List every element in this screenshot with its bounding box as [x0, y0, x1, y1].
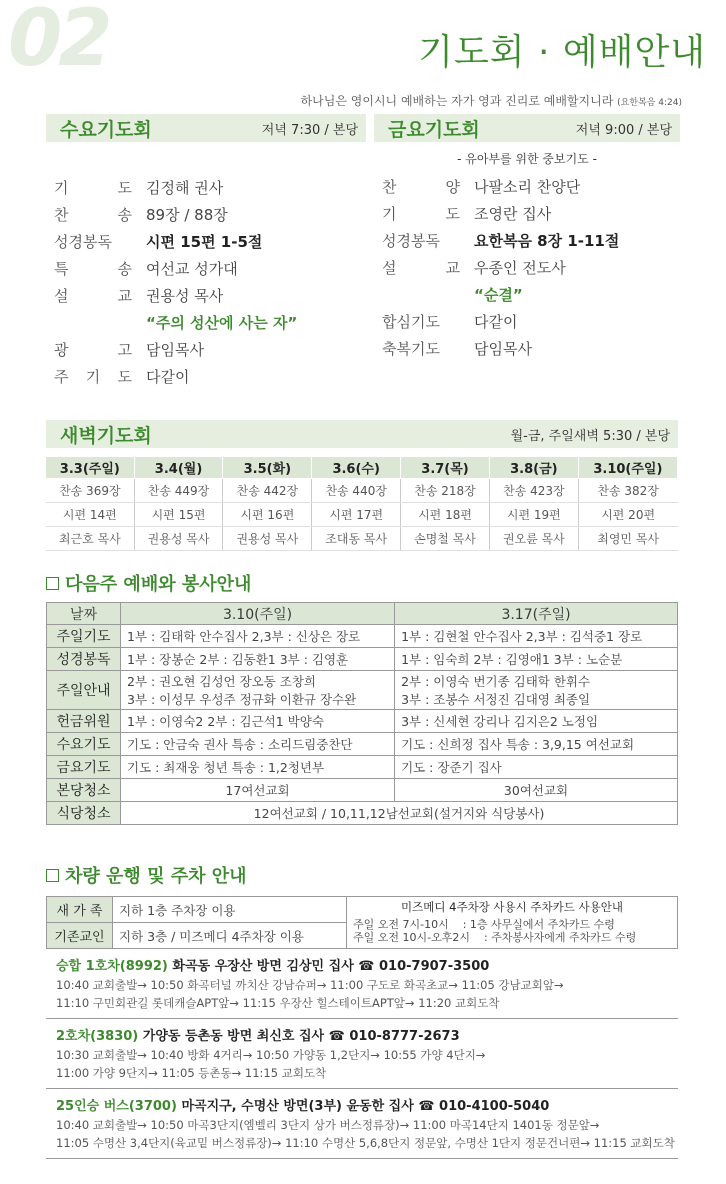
route-item — [46, 1089, 678, 1159]
dawn-hymn: 찬송 369장 — [46, 479, 134, 503]
row-label: 주일안내 — [47, 671, 121, 710]
cell-line: 2부 : 이영숙 번기종 김태학 한휘수 — [401, 674, 591, 689]
page-title: 기도회 · 예배안내 — [418, 32, 706, 73]
cell-line: 1부 : 장봉순 2부 : 김동환1 3부 : 김영훈 — [127, 652, 349, 667]
program-label — [382, 230, 460, 251]
program-label-char: 양 — [445, 178, 460, 196]
program-row — [54, 201, 366, 228]
program-label-char: 교 — [117, 287, 132, 305]
dawn-title: 새벽기도회 — [60, 424, 152, 447]
next-week-table — [46, 602, 678, 825]
friday-section — [374, 114, 680, 362]
program-row — [382, 173, 680, 200]
row-label: 본당청소 — [47, 779, 121, 802]
dawn-preacher: 권용성 목사 — [223, 527, 312, 551]
parking-card-line — [353, 918, 671, 931]
cell-week-1 — [121, 710, 395, 733]
route-stops: 11:00 가양 9단지→ 11:05 등촌동→ 11:15 교회도착 — [56, 1066, 327, 1080]
program-label-char: 합심기도 — [382, 313, 440, 331]
table-row — [47, 733, 678, 756]
program-value: 다같이 — [146, 368, 190, 386]
table-row — [46, 479, 678, 503]
dawn-preacher: 권용성 목사 — [134, 527, 223, 551]
parking-table — [46, 896, 678, 949]
program-label-char: 기 — [85, 368, 101, 386]
table-row — [47, 802, 678, 825]
dawn-psalm: 시편 16편 — [223, 503, 312, 527]
route-stops: 11:05 수명산 3,4단지(육교밑 버스정류장)→ 11:10 수명산 5,6,8단지 정문앞, 수명산 1단지 정문건너편→ 11:15 교회도착 — [56, 1136, 675, 1150]
table-row — [47, 671, 678, 710]
next-week-section — [46, 570, 678, 825]
cell-line: 1부 : 임숙희 2부 : 김영애1 3부 : 노순분 — [401, 652, 623, 667]
friday-time: 저녁 9:00 / 본당 — [575, 122, 672, 138]
transport-section — [46, 862, 678, 1159]
dawn-table — [46, 456, 678, 551]
friday-header — [374, 114, 680, 142]
parking-card-title: 미즈메디 4주차장 사용시 주차카드 사용안내 — [401, 900, 623, 914]
transport-heading — [46, 862, 678, 888]
program-label-char: 설 — [54, 287, 69, 305]
program-label-char: 도 — [117, 179, 132, 197]
program-row — [382, 254, 680, 281]
cell-week-1 — [121, 625, 395, 648]
row-label: 주일기도 — [47, 625, 121, 648]
route-title — [56, 955, 674, 974]
program-value: 우종인 전도사 — [474, 259, 566, 277]
program-row — [382, 335, 680, 362]
program-row — [54, 363, 366, 390]
parking-label-member: 기존교인 — [47, 923, 113, 949]
cell-line: 3부 : 신세현 강리나 김지은2 노정임 — [401, 714, 599, 729]
cell-week-2 — [395, 756, 678, 779]
program-row — [382, 227, 680, 254]
route-list — [46, 949, 678, 1159]
row-label: 헌금위원 — [47, 710, 121, 733]
route-direction: 화곡동 우장산 방면 김상민 집사 ☎ 010-7907-3500 — [167, 959, 490, 974]
parking-instruction: : 1층 사무실에서 주차카드 수령 — [462, 918, 615, 931]
program-label — [54, 366, 132, 387]
program-value: 조영란 집사 — [474, 205, 552, 223]
program-label — [54, 339, 132, 360]
program-value: 권용성 목사 — [146, 287, 224, 305]
parking-time: 주일 오전 10시-오후2시 — [353, 931, 470, 944]
table-row — [47, 710, 678, 733]
parking-instruction: : 주차봉사자에게 주차카드 수령 — [483, 931, 637, 944]
program-value: 김정해 권사 — [146, 179, 224, 197]
program-label-char: 교 — [445, 259, 460, 277]
next-week-heading — [46, 570, 678, 596]
program-row — [54, 228, 366, 255]
dawn-day-header: 3.3(주일) — [46, 457, 134, 479]
wednesday-header — [46, 114, 366, 142]
dawn-preacher: 권오륜 목사 — [489, 527, 578, 551]
cell-line: 17여선교회 — [225, 783, 290, 798]
dawn-time: 월-금, 주일새벽 5:30 / 본당 — [510, 428, 670, 444]
checkbox-square-icon — [46, 577, 59, 590]
next-week-title: 다음주 예배와 봉사안내 — [65, 574, 252, 595]
program-label-char: 성경봉독 — [382, 232, 440, 250]
program-label-char: 송 — [117, 260, 132, 278]
route-direction: 가양동 등촌동 방면 최신호 집사 ☎ 010-8777-2673 — [138, 1029, 460, 1044]
program-label-char: 설 — [382, 259, 397, 277]
program-label — [54, 285, 132, 306]
program-row — [54, 309, 366, 336]
program-row — [382, 200, 680, 227]
dawn-psalm: 시편 18편 — [401, 503, 490, 527]
cell-week-1 — [121, 733, 395, 756]
program-label-char: 광 — [54, 341, 69, 359]
program-row — [54, 282, 366, 309]
program-value: 담임목사 — [474, 340, 532, 358]
row-label: 성경봉독 — [47, 648, 121, 671]
parking-value-member: 지하 3층 / 미즈메디 4주차장 이용 — [113, 923, 347, 949]
wednesday-title: 수요기도회 — [60, 118, 152, 141]
wednesday-section — [46, 114, 366, 390]
route-stops: 10:40 교회출발→ 10:50 화곡터널 까치산 강남슈퍼→ 11:00 구도로 화곡초교→ 11:05 강남교회앞→ — [56, 978, 564, 992]
route-title — [56, 1095, 674, 1114]
program-label-char: 성경봉독 — [54, 233, 112, 251]
program-value: 다같이 — [474, 313, 518, 331]
col-date-header: 날짜 — [47, 603, 121, 625]
route-vehicle: 2호차(3830) — [56, 1029, 139, 1044]
route-stops: 10:40 교회출발→ 10:50 마곡3단지(엠벨리 3단지 상가 버스정류장)→ 11:00 마곡14단지 1401동 정문앞→ — [56, 1118, 600, 1132]
cell-week-2 — [395, 779, 678, 802]
program-label — [382, 311, 460, 332]
verse-text: 하나님은 영이시니 예배하는 자가 영과 진리로 예배할지니라 — [300, 94, 614, 108]
table-row — [47, 648, 678, 671]
cell-line: 기도 : 장준기 집사 — [401, 760, 502, 775]
dawn-preacher: 손명철 목사 — [401, 527, 490, 551]
cell-line: 3부 : 이성무 우성주 정규화 이환규 장수완 — [127, 692, 357, 707]
program-label-char: 고 — [117, 341, 132, 359]
route-vehicle: 25인승 버스(3700) — [56, 1099, 177, 1114]
cell-week-2 — [395, 710, 678, 733]
dawn-hymn: 찬송 423장 — [489, 479, 578, 503]
cell-line: 1부 : 김태학 안수집사 2,3부 : 신상은 장로 — [127, 629, 361, 644]
route-stops: 11:10 구민회관길 롯데캐슬APT앞→ 11:15 우장산 힐스테이트APT앞→ 11:20 교회도착 — [56, 996, 500, 1010]
cell-line: 3부 : 조봉수 서정진 김대영 최종일 — [401, 692, 591, 707]
dawn-day-header: 3.4(월) — [134, 457, 223, 479]
dawn-day-header: 3.5(화) — [223, 457, 312, 479]
dawn-hymn: 찬송 218장 — [401, 479, 490, 503]
cell-line: 1부 : 이영숙2 2부 : 김근석1 박양숙 — [127, 714, 324, 729]
program-row — [382, 308, 680, 335]
program-label-char: 찬 — [54, 206, 69, 224]
cell-week-1 — [121, 671, 395, 710]
program-value: 여선교 성가대 — [146, 260, 238, 278]
parking-card-line — [353, 931, 671, 944]
program-label-char: 도 — [445, 205, 460, 223]
cell-week-1 — [121, 779, 395, 802]
program-label-char: 기 — [382, 205, 397, 223]
cell-week-2 — [395, 648, 678, 671]
row-label: 수요기도 — [47, 733, 121, 756]
cell-cafeteria: 12여선교회 / 10,11,12남선교회(설거지와 식당봉사) — [121, 802, 678, 825]
dawn-hymn: 찬송 382장 — [578, 479, 677, 503]
cell-line: 기도 : 최재웅 청년 특송 : 1,2청년부 — [127, 760, 325, 775]
dawn-section — [46, 420, 678, 551]
program-value: “순결” — [474, 286, 523, 304]
program-label — [54, 231, 132, 252]
cell-line: 기도 : 신희정 집사 특송 : 3,9,15 여선교회 — [401, 737, 635, 752]
program-label-char: 기 — [54, 179, 69, 197]
route-item — [46, 949, 678, 1019]
verse-ref: (요한복음 4:24) — [617, 98, 682, 108]
dawn-day-header: 3.10(주일) — [578, 457, 677, 479]
wednesday-time: 저녁 7:30 / 본당 — [261, 122, 358, 138]
program-value: 나팔소리 찬양단 — [474, 178, 581, 196]
table-row — [47, 625, 678, 648]
cell-week-2 — [395, 671, 678, 710]
parking-time: 주일 오전 7시-10시 — [353, 918, 449, 931]
friday-title: 금요기도회 — [388, 118, 480, 141]
program-value: 요한복음 8장 1-11절 — [474, 232, 620, 250]
program-value: “주의 성산에 사는 자” — [146, 314, 298, 332]
program-label-char: 축복기도 — [382, 340, 440, 358]
parking-label-newcomer: 새 가 족 — [47, 897, 113, 923]
dawn-header — [46, 420, 678, 448]
checkbox-square-icon — [46, 869, 59, 882]
table-row — [47, 756, 678, 779]
dawn-psalm: 시편 15편 — [134, 503, 223, 527]
parking-card-info — [347, 897, 678, 949]
program-label-char: 특 — [54, 260, 69, 278]
dawn-psalm: 시편 19편 — [489, 503, 578, 527]
cell-line: 기도 : 안금숙 권사 특송 : 소리드림중찬단 — [127, 737, 353, 752]
program-label — [382, 257, 460, 278]
row-label: 식당청소 — [47, 802, 121, 825]
dawn-preacher: 최근호 목사 — [46, 527, 134, 551]
route-direction: 마곡지구, 수명산 방면(3부) 윤동한 집사 ☎ 010-4100-5040 — [176, 1099, 550, 1114]
route-stops: 10:30 교회출발→ 10:40 방화 4거리→ 10:50 가양동 1,2단지→ 10:55 가양 4단지→ — [56, 1048, 486, 1062]
cell-line: 1부 : 김현철 안수집사 2,3부 : 김석중1 장로 — [401, 629, 643, 644]
row-label: 금요기도 — [47, 756, 121, 779]
program-row — [54, 255, 366, 282]
transport-title: 차량 운행 및 주차 안내 — [65, 866, 247, 887]
program-label-char: 송 — [117, 206, 132, 224]
route-title — [56, 1025, 674, 1044]
verse — [301, 92, 682, 109]
cell-week-1 — [121, 648, 395, 671]
cell-line: 2부 : 권오현 김성언 장오동 조창희 — [127, 674, 317, 689]
program-row — [382, 281, 680, 308]
dawn-hymn: 찬송 440장 — [312, 479, 401, 503]
parking-value-newcomer: 지하 1층 주차장 이용 — [113, 897, 347, 923]
cell-week-2 — [395, 625, 678, 648]
table-row — [46, 527, 678, 551]
friday-subtitle: - 유아부를 위한 중보기도 - — [457, 152, 597, 166]
program-label — [382, 203, 460, 224]
program-value: 89장 / 88장 — [146, 206, 228, 224]
dawn-psalm: 시편 17편 — [312, 503, 401, 527]
program-value: 시편 15편 1-5절 — [146, 233, 263, 251]
dawn-psalm: 시편 20편 — [578, 503, 677, 527]
program-row — [54, 174, 366, 201]
page-number: 02 — [8, 0, 109, 84]
route-item — [46, 1019, 678, 1089]
dawn-day-header: 3.6(수) — [312, 457, 401, 479]
dawn-day-header: 3.8(금) — [489, 457, 578, 479]
cell-week-2 — [395, 733, 678, 756]
dawn-hymn: 찬송 449장 — [134, 479, 223, 503]
table-row — [47, 779, 678, 802]
table-row — [46, 503, 678, 527]
dawn-preacher: 최영민 목사 — [578, 527, 677, 551]
route-vehicle: 승합 1호차(8992) — [56, 959, 168, 974]
program-value: 담임목사 — [146, 341, 204, 359]
cell-line: 30여선교회 — [503, 783, 569, 798]
program-row — [54, 336, 366, 363]
program-label — [382, 176, 460, 197]
program-label-char: 찬 — [382, 178, 397, 196]
wednesday-program — [46, 174, 366, 390]
program-label-char: 주 — [54, 368, 69, 386]
dawn-preacher: 조대동 목사 — [312, 527, 401, 551]
program-label — [382, 338, 460, 359]
program-label — [54, 177, 132, 198]
program-label — [54, 204, 132, 225]
dawn-psalm: 시편 14편 — [46, 503, 134, 527]
program-label-char: 도 — [117, 368, 132, 386]
program-label — [54, 258, 132, 279]
col-date-2: 3.17(주일) — [395, 603, 678, 625]
dawn-hymn: 찬송 442장 — [223, 479, 312, 503]
friday-program — [374, 173, 680, 362]
col-date-1: 3.10(주일) — [121, 603, 395, 625]
dawn-day-header: 3.7(목) — [401, 457, 490, 479]
cell-week-1 — [121, 756, 395, 779]
